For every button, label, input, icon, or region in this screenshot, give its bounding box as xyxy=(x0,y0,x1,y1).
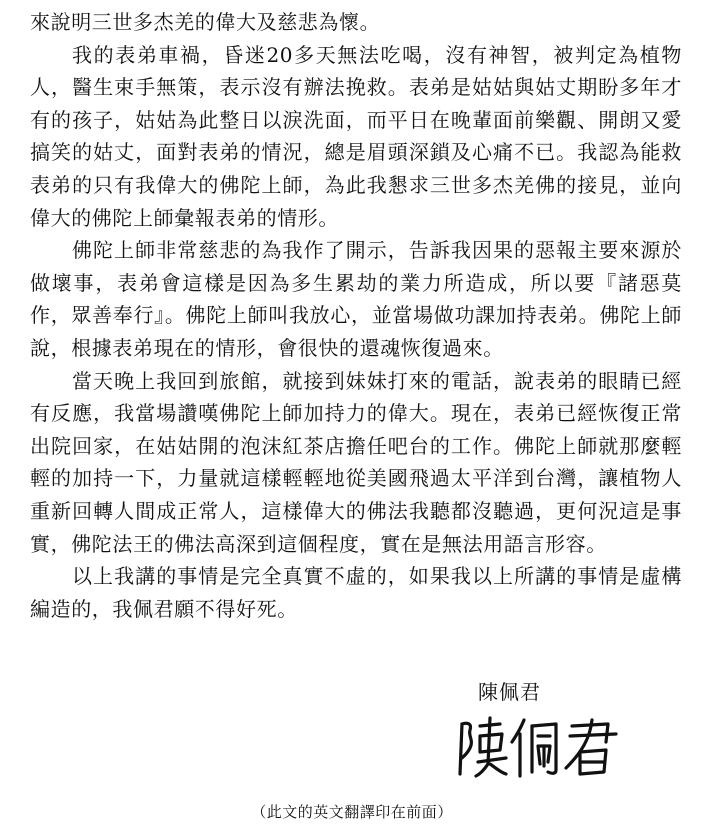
footnote: （此文的英文翻譯印在前面） xyxy=(251,803,453,821)
handwritten-signature xyxy=(452,712,622,784)
paragraph-recovery: 當天晚上我回到旅館，就接到妹妹打來的電話，說表弟的眼睛已經有反應，我當場讚嘆佛陀上師加持力的偉大。現在，表弟已經恢復正常出院回家，在姑姑開的泡沫紅茶店擔任吧台的工作。佛陀上師就那麼輕輕的加持一下，力量就這樣輕輕地從美國飛過太平洋到台灣，讓植物人重新回轉人間成正常人，這樣偉大的佛法我聽都沒聽過，更何況這是事實，佛陀法王的佛法高深到這個程度，實在是無法用語言形容。 xyxy=(30,368,682,556)
paragraph-oath: 以上我講的事情是完全真實不虛的，如果我以上所講的事情是虛構編造的，我佩君願不得好死。 xyxy=(30,564,682,621)
paragraph-continuation: 來說明三世多杰羌的偉大及慈悲為懷。 xyxy=(30,10,381,34)
paragraph-teaching: 佛陀上師非常慈悲的為我作了開示，告訴我因果的惡報主要來源於做壞事，表弟會這樣是因為多生累劫的業力所造成，所以要『諸惡莫作，眾善奉行』。佛陀上師叫我放心，並當場做功課加持表弟。佛陀上師說，根據表弟現在的情形，會很快的還魂恢復過來。 xyxy=(30,238,682,360)
paragraph-accident: 我的表弟車禍，昏迷20多天無法吃喝，沒有神智，被判定為植物人，醫生束手無策，表示沒有辦法挽救。表弟是姑姑與姑丈期盼多年才有的孩子，姑姑為此整日以淚洗面，而平日在晚輩面前樂觀、開朗又愛搞笑的姑丈，面對表弟的情況，總是眉頭深鎖及心痛不已。我認為能救表弟的只有我偉大的佛陀上師，為此我懇求三世多杰羌佛的接見，並向偉大的佛陀上師彙報表弟的情形。 xyxy=(30,42,682,230)
document-body xyxy=(30,6,682,625)
signature-printed-name: 陳佩君 xyxy=(478,680,541,704)
